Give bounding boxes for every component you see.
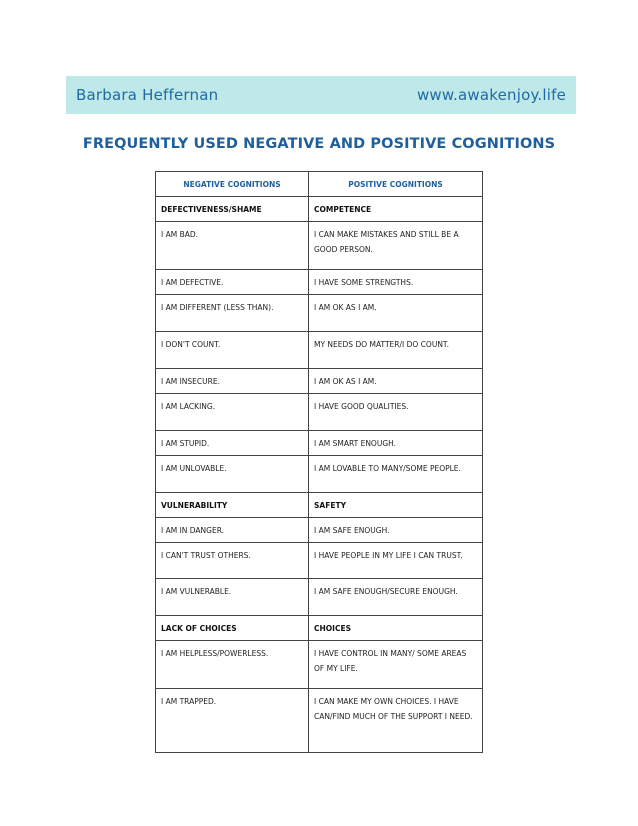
- page-title: FREQUENTLY USED NEGATIVE AND POSITIVE COGNITIONS: [82, 136, 556, 152]
- table-row: [156, 394, 483, 431]
- positive-cell: I HAVE CONTROL IN MANY/ SOME AREAS OF MY LIFE.: [309, 641, 483, 689]
- negative-cell: I CAN'T TRUST OTHERS.: [156, 543, 309, 579]
- positive-cell: I HAVE GOOD QUALITIES.: [309, 394, 483, 431]
- negative-cell: I AM UNLOVABLE.: [156, 456, 309, 493]
- positive-cell: I AM LOVABLE TO MANY/SOME PEOPLE.: [309, 456, 483, 493]
- positive-cell: I AM SAFE ENOUGH.: [309, 518, 483, 543]
- author-name: Barbara Heffernan: [76, 86, 219, 104]
- positive-cell: I HAVE SOME STRENGTHS.: [309, 270, 483, 295]
- section-row: [156, 197, 483, 222]
- table-row: [156, 332, 483, 369]
- website-link[interactable]: www.awakenjoy.life: [416, 86, 566, 104]
- positive-cell: COMPETENCE: [309, 197, 483, 222]
- positive-cell: I AM OK AS I AM.: [309, 295, 483, 332]
- positive-cell: I CAN MAKE MY OWN CHOICES. I HAVE CAN/FIND MUCH OF THE SUPPORT I NEED.: [309, 689, 483, 753]
- table-row: [156, 641, 483, 689]
- negative-cell: VULNERABILITY: [156, 493, 309, 518]
- negative-column-header: NEGATIVE COGNITIONS: [156, 172, 309, 197]
- table-row: [156, 222, 483, 270]
- negative-cell: I AM IN DANGER.: [156, 518, 309, 543]
- cognitions-table: [155, 171, 483, 753]
- table-row: [156, 689, 483, 753]
- negative-cell: I AM TRAPPED.: [156, 689, 309, 753]
- negative-cell: I AM BAD.: [156, 222, 309, 270]
- negative-cell: LACK OF CHOICES: [156, 616, 309, 641]
- negative-cell: I AM DIFFERENT (LESS THAN).: [156, 295, 309, 332]
- negative-cell: I DON'T COUNT.: [156, 332, 309, 369]
- positive-cell: I AM OK AS I AM.: [309, 369, 483, 394]
- negative-cell: I AM LACKING.: [156, 394, 309, 431]
- table-row: [156, 369, 483, 394]
- negative-cell: I AM DEFECTIVE.: [156, 270, 309, 295]
- table-row: [156, 456, 483, 493]
- positive-cell: MY NEEDS DO MATTER/I DO COUNT.: [309, 332, 483, 369]
- negative-cell: I AM INSECURE.: [156, 369, 309, 394]
- positive-cell: I HAVE PEOPLE IN MY LIFE I CAN TRUST.: [309, 543, 483, 579]
- positive-cell: I AM SAFE ENOUGH/SECURE ENOUGH.: [309, 579, 483, 616]
- negative-cell: I AM VULNERABLE.: [156, 579, 309, 616]
- table-row: [156, 431, 483, 456]
- table-row: [156, 295, 483, 332]
- table-row: [156, 543, 483, 579]
- section-row: [156, 616, 483, 641]
- header-banner: [66, 76, 576, 114]
- table-row: [156, 579, 483, 616]
- negative-cell: I AM HELPLESS/POWERLESS.: [156, 641, 309, 689]
- negative-cell: I AM STUPID.: [156, 431, 309, 456]
- positive-cell: I CAN MAKE MISTAKES AND STILL BE A GOOD PERSON.: [309, 222, 483, 270]
- table-header-row: [156, 172, 483, 197]
- positive-cell: CHOICES: [309, 616, 483, 641]
- negative-cell: DEFECTIVENESS/SHAME: [156, 197, 309, 222]
- section-row: [156, 493, 483, 518]
- positive-cell: SAFETY: [309, 493, 483, 518]
- positive-column-header: POSITIVE COGNITIONS: [309, 172, 483, 197]
- table-row: [156, 270, 483, 295]
- table-row: [156, 518, 483, 543]
- positive-cell: I AM SMART ENOUGH.: [309, 431, 483, 456]
